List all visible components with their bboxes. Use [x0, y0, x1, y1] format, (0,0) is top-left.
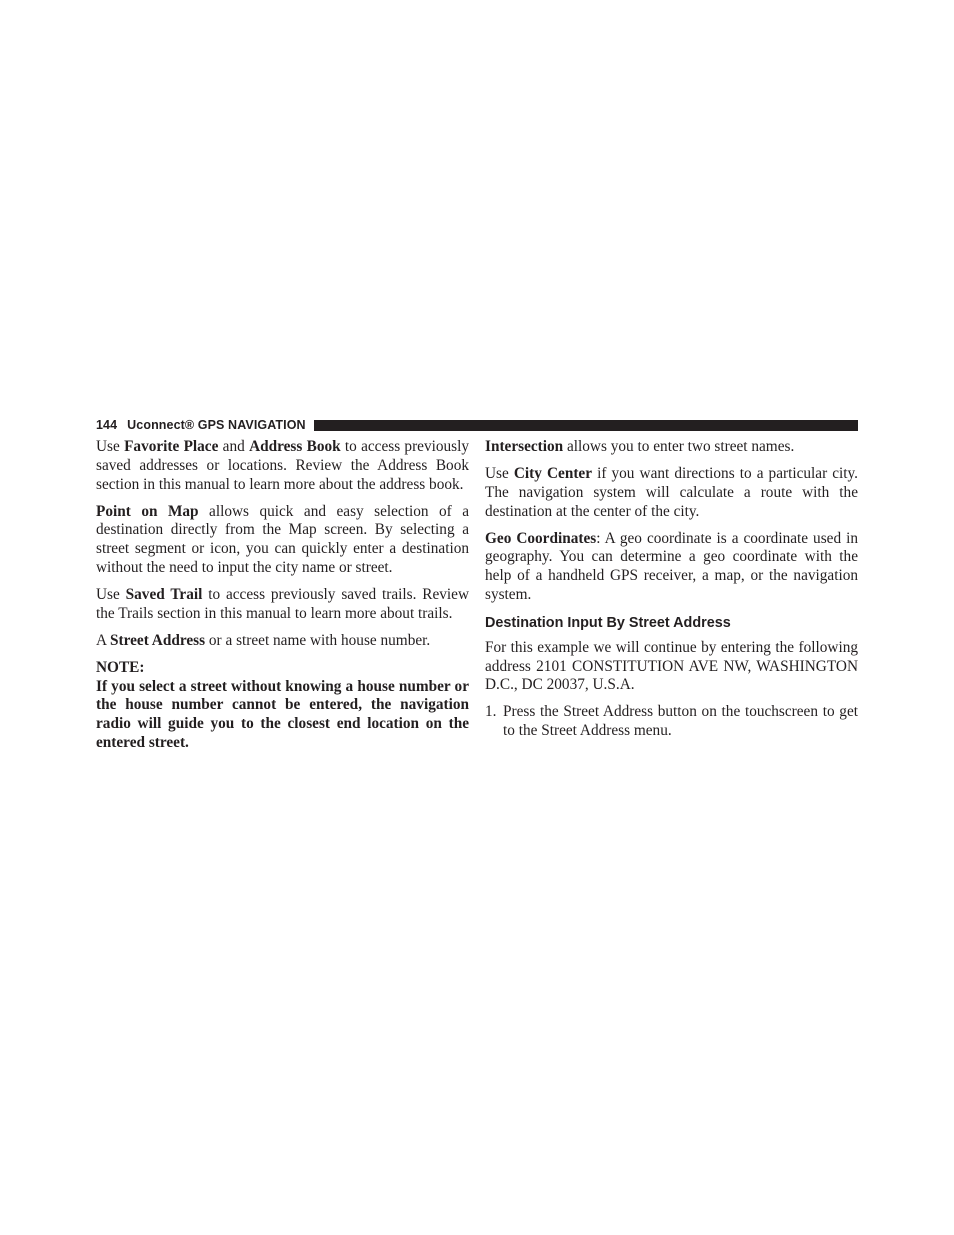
list-text: Press the Street Address button on the touchscreen to get to the Street Address menu.	[503, 703, 858, 740]
term-saved-trail: Saved Trail	[125, 585, 203, 603]
paragraph-favorite-place	[96, 438, 469, 494]
note-body: If you select a street without knowing a house number or the house number cannot be entered, the navigation radio will guide you to the closest end location on the entered street.	[96, 677, 469, 751]
list-item	[485, 703, 858, 741]
text: Use	[96, 585, 126, 603]
paragraph-example-address: For this example we will continue by entering the following address 2101 CONSTITUTION AVE NW, WASHINGTON D.C., DC 20037, U.S.A.	[485, 638, 858, 694]
text: A	[96, 631, 111, 649]
paragraph-saved-trail	[96, 586, 469, 624]
text: or a street name with house number.	[205, 631, 431, 649]
paragraph-geo-coordinates	[485, 530, 858, 605]
page-header	[96, 417, 858, 433]
term-favorite-place: Favorite Place	[124, 438, 219, 455]
term-intersection: Intersection	[485, 438, 564, 455]
section-title: Uconnect® GPS NAVIGATION	[127, 418, 306, 432]
text: allows quick and easy selection of a destination directly from the Map screen. By selecting a street segment or icon, you can quickly enter a destination without the need to input the city name or street.	[96, 502, 470, 576]
term-address-book: Address Book	[249, 438, 341, 455]
right-column	[485, 438, 858, 741]
text: : A geo coordinate is a coordinate used in geography. You can determine a geo coordinate with the help of a handheld GPS receiver, a map, or the navigation system.	[485, 529, 858, 603]
term-point-on-map: Point on Map	[96, 502, 199, 520]
paragraph-street-address	[96, 632, 469, 651]
text: and	[218, 438, 250, 455]
text: Use	[96, 438, 125, 455]
note-heading: NOTE:	[96, 658, 145, 676]
text: if you want directions to a particular city. The navigation system will calculate a route with the destination at the center of the city.	[485, 464, 859, 520]
header-rule	[314, 420, 858, 431]
section-subheading: Destination Input By Street Address	[485, 614, 731, 631]
term-geo-coordinates: Geo Coordinates	[485, 529, 597, 547]
paragraph-intersection	[485, 438, 858, 457]
text: to access previously saved addresses or locations. Review the Address Book section in this manual to learn more about the address book.	[96, 438, 470, 493]
text: to access previously saved trails. Review the Trails section in this manual to learn more about trails.	[96, 585, 469, 622]
left-column	[96, 438, 469, 753]
paragraph-city-center	[485, 465, 858, 521]
list-number: 1.	[485, 703, 497, 721]
page-number: 144	[96, 418, 118, 432]
paragraph-point-on-map	[96, 503, 469, 578]
term-street-address: Street Address	[110, 631, 206, 649]
text: allows you to enter two street names.	[563, 438, 795, 455]
text: Use	[485, 464, 514, 482]
term-city-center: City Center	[513, 464, 593, 482]
